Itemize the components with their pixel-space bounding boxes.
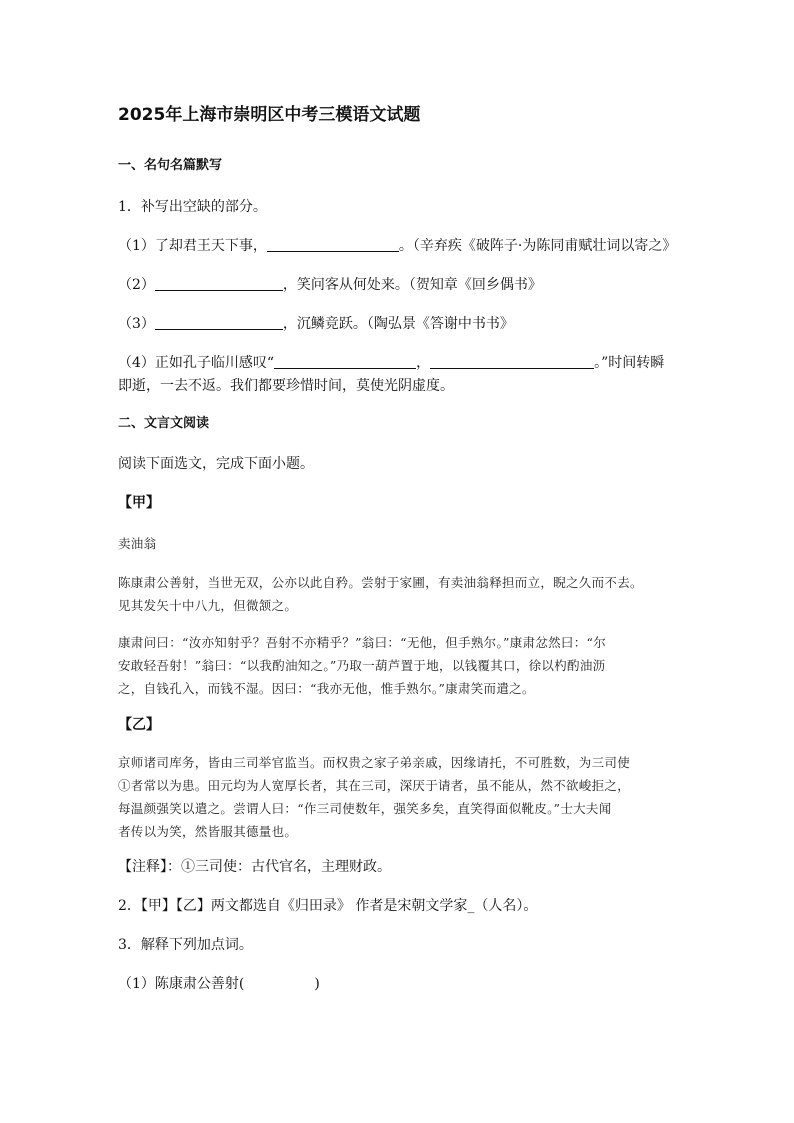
q1-2-prefix: （2） [118, 277, 155, 293]
passage-b-line: 京师诸司库务，皆由三司举官监当。而权贵之家子弟亲戚，因缘请托，不可胜数，为三司使 [118, 755, 631, 770]
answer-blank[interactable] [430, 354, 594, 369]
q1-1-suffix: 。（辛弃疾《破阵子·为陈同甫赋壮词以寄之》 [398, 238, 677, 254]
question-1-4-cont: 即逝，一去不返。我们都要珍惜时间，莫使光阴虚度。 [118, 378, 454, 394]
passage-a-line: 康肃问曰：“汝亦知射乎？吾射不亦精乎？”翁曰：“无他，但手熟尔。”康肃忿然曰：“尔 [118, 635, 607, 650]
answer-blank[interactable] [155, 315, 283, 330]
passage-b-label: 【乙】 [118, 717, 160, 733]
answer-blank[interactable] [155, 276, 283, 291]
q1-3-prefix: （3） [118, 316, 155, 332]
question-3-1: （1）陈康肃公善射( ) [118, 976, 320, 992]
q1-4-comma: ， [416, 355, 431, 371]
q1-4-prefix: （4）正如孔子临川感叹“ [118, 355, 275, 371]
reading-intro: 阅读下面选文，完成下面小题。 [118, 456, 314, 472]
section-heading-classical: 二、文言文阅读 [118, 416, 210, 431]
question-1-3 [118, 314, 514, 334]
passage-a-line: 安敢轻吾射！”翁曰：“以我酌油知之。”乃取一葫芦置于地，以钱覆其口，徐以杓酌油沥 [118, 658, 606, 673]
section-heading-dictation: 一、名句名篇默写 [118, 158, 223, 173]
passage-b-line: 每温颜强笑以遣之。尝谓人曰：“作三司使数年，强笑多矣，直笑得面似靴皮。”士大夫闻 [118, 801, 612, 816]
question-2: 2．【甲】【乙】两文都选自《归田录》 作者是宋朝文学家_（人名）。 [118, 898, 538, 914]
passage-a-title: 卖油翁 [118, 536, 157, 551]
q1-1-prefix: （1）了却君王天下事， [118, 238, 267, 254]
q1-3-suffix: ，沉鳞竞跃。（陶弘景《答谢中书书》 [282, 316, 514, 332]
question-1-2 [118, 275, 542, 295]
passage-a-line: 陈康肃公善射，当世无双，公亦以此自矜。尝射于家圃，有卖油翁释担而立，睨之久而不去。 [118, 575, 643, 590]
q1-2-suffix: ，笑问客从何处来。（贺知章《回乡偶书》 [282, 277, 542, 293]
passage-a-line: 之，自钱孔入，而钱不湿。因曰：“我亦无他，惟手熟尔。”康肃笑而遣之。 [118, 681, 535, 696]
page-title: 2025年上海市崇明区中考三模语文试题 [118, 105, 421, 125]
answer-blank[interactable] [274, 354, 416, 369]
annotation-note: 【注释】：①三司使：古代官名，主理财政。 [118, 859, 391, 875]
question-1-1 [118, 236, 676, 256]
passage-a-label: 【甲】 [118, 495, 160, 511]
q1-4-suffix: 。”时间转瞬 [594, 355, 665, 371]
question-1: 1．补写出空缺的部分。 [118, 199, 267, 215]
question-3: 3．解释下列加点词。 [118, 937, 253, 953]
passage-b-line: ①者常以为患。田元均为人宽厚长者，其在三司，深厌于请者，虽不能从，然不欲峻拒之， [118, 778, 631, 793]
passage-b-line: 者传以为笑，然皆服其德量也。 [118, 824, 298, 839]
answer-blank[interactable] [267, 237, 399, 252]
question-1-4 [118, 353, 664, 373]
passage-a-line: 见其发矢十中八九，但微颔之。 [118, 598, 298, 613]
